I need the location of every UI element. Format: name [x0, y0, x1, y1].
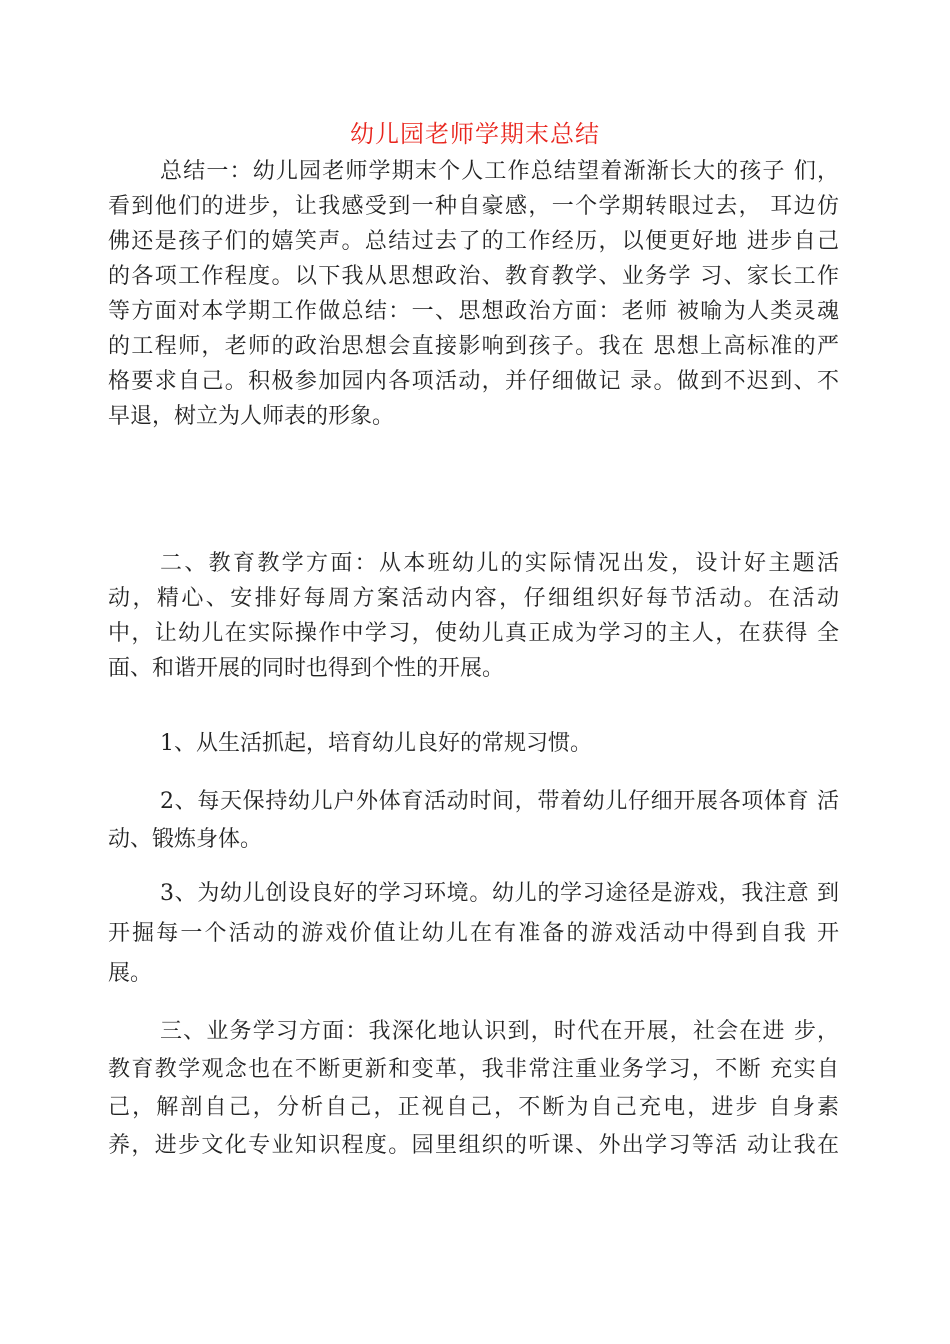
document-title: 幼儿园老师学期末总结: [350, 120, 600, 148]
paragraph-line: 总结一：幼儿园老师学期末个人工作总结望着渐渐长大的孩子 们，: [160, 159, 839, 184]
paragraph-line: 格要求自己。积极参加园内各项活动，并仔细做记 录。做到不迟到、不: [108, 369, 839, 394]
paragraph-line: 开掘每一个活动的游戏价值让幼儿在有准备的游戏活动中得到自我 开: [108, 921, 839, 946]
paragraph-line: 三、业务学习方面：我深化地认识到，时代在开展，社会在进 步，: [160, 1019, 839, 1044]
paragraph-line: 看到他们的进步，让我感受到一种自豪感，一个学期转眼过去， 耳边仿: [108, 194, 839, 219]
paragraph-line: 二、教育教学方面：从本班幼儿的实际情况出发，设计好主题活: [160, 551, 839, 576]
paragraph-line: 教育教学观念也在不断更新和变革，我非常注重业务学习，不断 充实自: [108, 1057, 839, 1082]
paragraph-line: 1、从生活抓起，培育幼儿良好的常规习惯。: [160, 731, 592, 756]
paragraph-line: 展。: [108, 961, 153, 986]
paragraph-line: 己，解剖自己，分析自己，正视自己，不断为自己充电，进步 自身素: [108, 1095, 839, 1120]
paragraph-line: 中，让幼儿在实际操作中学习，使幼儿真正成为学习的主人，在获得 全: [108, 621, 839, 646]
paragraph-line: 动、锻炼身体。: [108, 827, 263, 852]
paragraph-line: 佛还是孩子们的嬉笑声。总结过去了的工作经历，以便更好地 进步自己: [108, 229, 839, 254]
paragraph-line: 养，进步文化专业知识程度。园里组织的听课、外出学习等活 动让我在: [108, 1133, 839, 1158]
paragraph-line: 的各项工作程度。以下我从思想政治、教育教学、业务学 习、家长工作: [108, 264, 839, 289]
paragraph-line: 3、为幼儿创设良好的学习环境。幼儿的学习途径是游戏，我注意 到: [160, 881, 839, 906]
paragraph-line: 动，精心、安排好每周方案活动内容，仔细组织好每节活动。在活动: [108, 586, 839, 611]
paragraph-line: 2、每天保持幼儿户外体育活动时间，带着幼儿仔细开展各项体育 活: [160, 789, 839, 814]
paragraph-line: 面、和谐开展的同时也得到个性的开展。: [108, 656, 505, 681]
paragraph-line: 的工程师，老师的政治思想会直接影响到孩子。我在 思想上高标准的严: [108, 334, 839, 359]
paragraph-line: 等方面对本学期工作做总结：一、思想政治方面：老师 被喻为人类灵魂: [108, 299, 839, 324]
paragraph-line: 早退，树立为人师表的形象。: [108, 404, 395, 429]
